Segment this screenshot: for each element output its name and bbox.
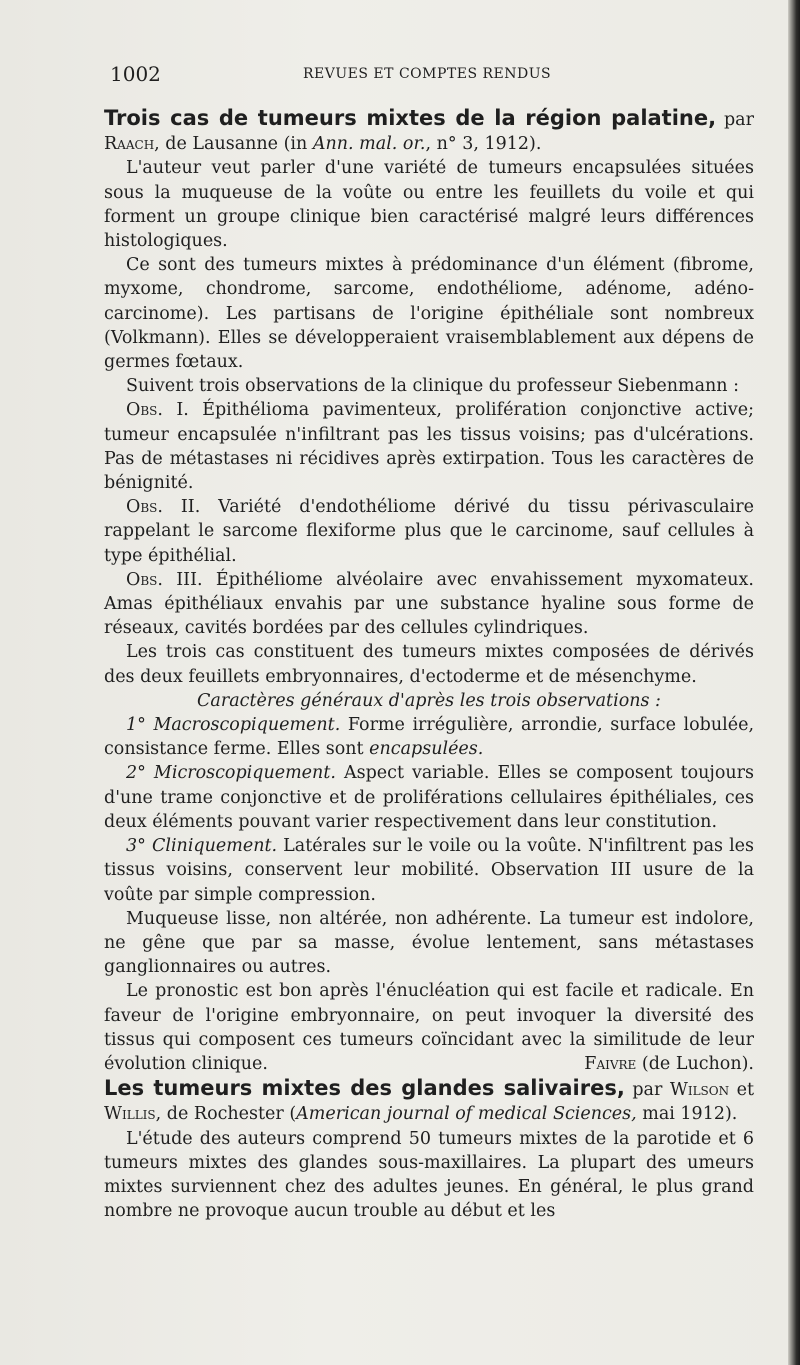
obs2-text: Variété d'endothéliome dérivé du tissu périvasculaire rappelant le sarcome flexiforme plus que le carcinome, sauf cellules à type épithélial.: [104, 497, 755, 566]
article2-title: Les tumeurs mixtes des glandes salivaires,: [104, 1076, 625, 1101]
c3-label: 3° Cliniquement.: [126, 836, 278, 857]
article2-heading: [104, 1076, 754, 1126]
article1-paragraph: Suivent trois observations de la clinique du professeur Siebenmann :: [126, 376, 740, 397]
obs2-label: Obs. II.: [126, 497, 201, 518]
observation-1: [104, 398, 754, 495]
article1-title: Trois cas de tumeurs mixtes de la région palatine,: [104, 106, 717, 130]
article1-paragraph: Ce sont des tumeurs mixtes à prédominance d'un élément (fibrome, myxome, chondrome, sarcome, endothéliome, adénome, adéno-carcinome). Les partisans de l'origine épithéliale sont nombreux (Volkmann). Elles se développeraient vraisemblablement aux dépens de germes fœtaux.: [104, 255, 754, 373]
c2-text: Aspect variable. Elles se composent toujours d'une trame conjonctive et de proliférations cellulaires épithéliales, ces deux éléments pouvant varier respectivement dans leur constitution.: [104, 763, 754, 832]
article1-paragraph: Les trois cas constituent des tumeurs mixtes composées de dérivés des deux feuillets embryonnaires, d'ectoderme et de mésenchyme.: [104, 642, 754, 687]
article1-subheading: Caractères généraux d'après les trois observations :: [197, 690, 661, 711]
article2-and: et: [729, 1080, 755, 1101]
running-head: REVUES ET COMPTES RENDUS: [303, 66, 552, 82]
article1-author: Raach: [104, 134, 155, 155]
article2-date: mai 1912).: [636, 1104, 738, 1125]
text-column: [104, 106, 754, 1223]
observation-3: [104, 568, 754, 641]
article1-byline: , de Lausanne (in: [154, 134, 313, 155]
article2-byline: , de Rochester (: [155, 1104, 297, 1125]
article1-issue: , n° 3, 1912).: [425, 134, 542, 155]
article2-paragraph: L'étude des auteurs comprend 50 tumeurs mixtes de la parotide et 6 tumeurs mixtes des glandes sous-maxillaires. La plupart des umeurs mixtes surviennent chez des adultes jeunes. En général, le plus grand nombre ne provoque aucun trouble au début et les: [104, 1128, 754, 1222]
p6-text: Le pronostic est bon après l'énucléation qui est facile et radicale. En faveur de l'origine embryonnaire, on peut invoquer la diversité des tissus qui composent ces tumeurs coïncidant avec la similitude de leur évolution clinique.: [104, 981, 754, 1074]
characteristic-3: [104, 834, 754, 907]
article2-by: par: [624, 1080, 670, 1101]
c1-text: Forme irrégulière, arrondie, surface lobulée, consistance ferme. Elles sont: [104, 715, 755, 760]
c1-label: 1° Macroscopiquement.: [126, 715, 341, 736]
reviewer-signature: [562, 1052, 754, 1076]
c1-emphasis: encapsulées.: [369, 739, 484, 760]
obs1-label: Obs. I.: [126, 400, 189, 421]
article1-heading: [104, 106, 754, 156]
obs1-text: Épithélioma pavimenteux, prolifération conjonctive active; tumeur encapsulée n'infiltrant pas les tissus voisins; pas d'ulcérations. Pas de métastases ni récidives après extirpation. Tous les caractères de bénignité.: [104, 400, 754, 494]
characteristic-2: [104, 761, 754, 834]
article1-paragraph: L'auteur veut parler d'une variété de tumeurs encapsulées situées sous la muqueuse de la voûte ou entre les feuillets du voile et qui forment un groupe clinique bien caractérisé malgré leurs différences histologiques.: [104, 158, 754, 252]
c2-label: 2° Microscopiquement.: [126, 763, 336, 784]
c3-text: Latérales sur le voile ou la voûte. N'infiltrent pas les tissus voisins, conservent leur mobilité. Observation III usure de la voûte par simple compression.: [104, 836, 755, 905]
article2-journal: American journal of medical Sciences,: [296, 1104, 637, 1125]
page-header: [110, 62, 750, 86]
article1-journal: Ann. mal. or.: [312, 134, 426, 155]
article1-final-paragraph: [104, 979, 754, 1076]
book-spine-shadow: [788, 0, 800, 1365]
obs3-text: Épithéliome alvéolaire avec envahissement myxomateux. Amas épithéliaux envahis par une substance hyaline sous forme de réseaux, cavités bordées par des cellules cylindriques.: [104, 569, 754, 639]
page-number: 1002: [110, 62, 161, 86]
article1-paragraph: Muqueuse lisse, non altérée, non adhérente. La tumeur est indolore, ne gêne que par sa masse, évolue lentement, sans métastases ganglionnaires ou autres.: [104, 908, 754, 978]
reviewer-name: Faivre: [584, 1053, 637, 1074]
article2-author2: Willis: [104, 1104, 156, 1125]
article1-by: par: [716, 110, 754, 130]
article2-author1: Wilson: [669, 1080, 730, 1101]
characteristic-1: [104, 713, 754, 761]
observation-2: [104, 495, 754, 568]
reviewer-place: (de Luchon).: [636, 1053, 754, 1074]
obs3-label: Obs. III.: [126, 569, 203, 590]
